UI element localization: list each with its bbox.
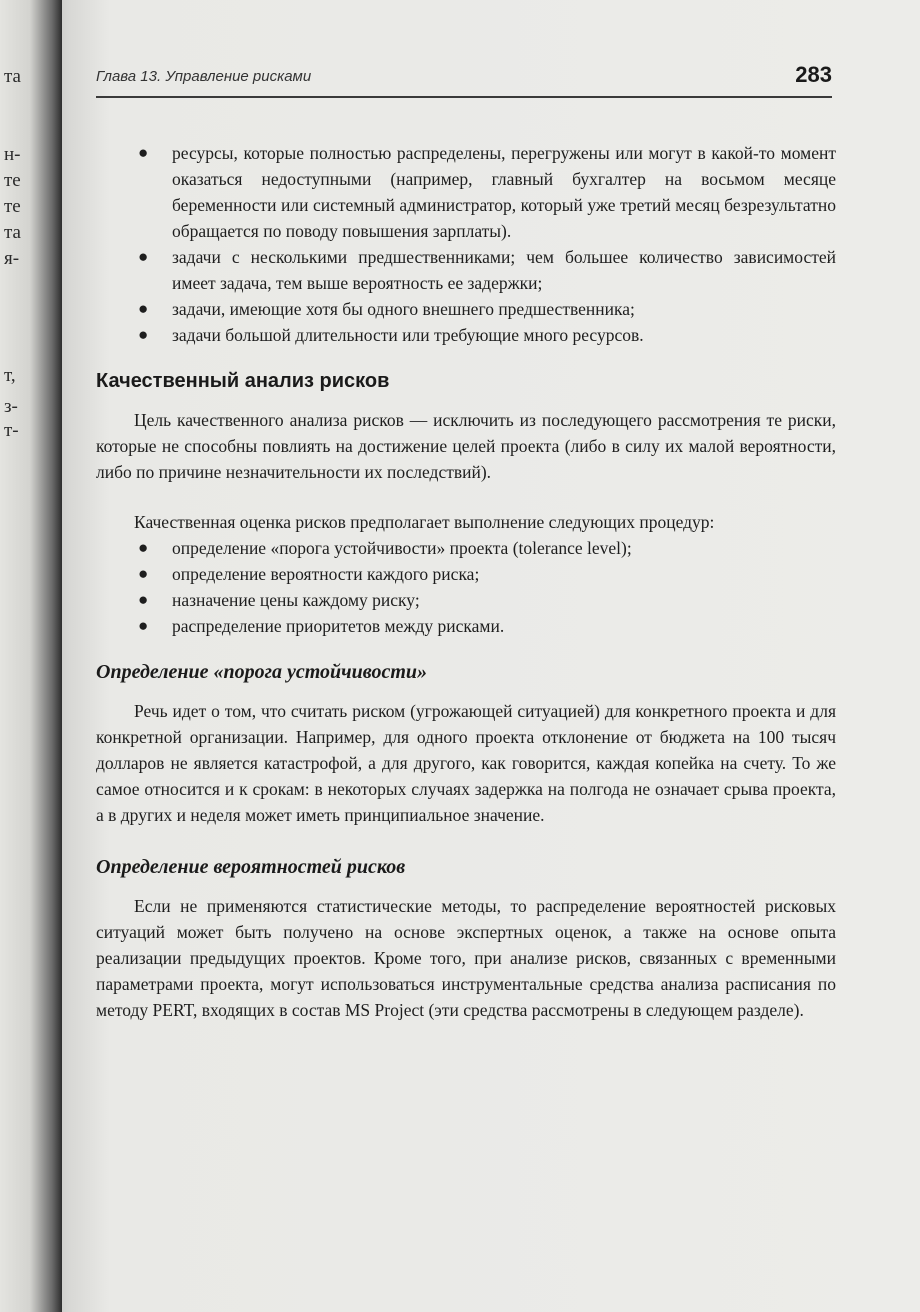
list-item-text: распределение приоритетов между рисками. [172,616,505,636]
list-item [96,140,836,244]
subsection-heading: Определение вероятностей рисков [96,856,406,878]
list-item-text: ресурсы, которые полностью распределены, перегружены или могут в какой-то момент оказаться недоступными (например, главный бухгалтер на восьмом месяце беременности или системный администратор, который уже третий месяц безрезультатно обращается по поводу повышения зарплаты). [172,143,836,241]
section-paragraph [96,509,836,535]
list-item [96,587,836,613]
bullet-list-top [96,140,836,348]
prev-page-fragment: т, [4,365,16,386]
prev-page-fragment: я- [4,248,20,269]
prev-page-fragment: те [4,170,21,191]
prev-page-fragment: та [4,222,21,243]
bullet-icon: ● [138,564,149,583]
paragraph-text: Если не применяются статистические методы, то распределение вероятностей рисковых ситуаций может быть получено на основе экспертных оценок, а также на основе опыта реализации предыдущих проектов. Кроме того, при анализе рисков, связанных с временными параметрами проекта, могут использоваться инструментальные средства анализа расписания по методу PERT, входящих в состав MS Project (эти средства рассмотрены в следующем разделе). [96,896,836,1020]
prev-page-fragment: та [4,66,21,87]
prev-page-fragment: те [4,196,21,217]
list-item-text: задачи, имеющие хотя бы одного внешнего предшественника; [172,299,635,319]
list-item [96,561,836,587]
prev-page-fragment: з- [4,396,18,417]
page-body [96,140,836,1023]
subsection-paragraph [96,698,836,828]
subsection-heading: Определение «порога устойчивости» [96,661,428,683]
bullet-icon: ● [138,538,149,557]
list-item-text: определение вероятности каждого риска; [172,564,480,584]
prev-page-fragment: т- [4,420,19,441]
paragraph-text: Качественная оценка рисков предполагает выполнение следующих процедур: [134,512,715,532]
bullet-icon: ● [138,616,149,635]
list-item-text: назначение цены каждому риску; [172,590,420,610]
section-paragraph [96,407,836,485]
bullet-icon: ● [138,325,149,344]
list-item [96,613,836,639]
list-item-text: задачи с несколькими предшественниками; чем большее количество зависимостей имеет задача, тем выше вероятность ее задержки; [172,247,836,293]
chapter-title: Глава 13. Управление рисками [96,68,312,85]
section-heading: Качественный анализ рисков [96,370,390,392]
running-header [96,62,832,98]
list-item [96,535,836,561]
bullet-icon: ● [138,590,149,609]
list-item-text: задачи большой длительности или требующие много ресурсов. [172,325,644,345]
page-number: 283 [795,62,832,87]
bullet-icon: ● [138,299,149,318]
list-item-text: определение «порога устойчивости» проекта (tolerance level); [172,538,632,558]
list-item [96,244,836,296]
subsection-paragraph [96,893,836,1023]
previous-page-edge [0,0,62,1312]
prev-page-fragment: н- [4,144,21,165]
bullet-list-procedures [96,535,836,639]
paragraph-text: Цель качественного анализа рисков — исключить из последующего рассмотрения те риски, которые не способны повлиять на достижение целей проекта (либо в силу их малой вероятности, либо по причине незначительности их последствий). [96,410,836,482]
paragraph-text: Речь идет о том, что считать риском (угрожающей ситуацией) для конкретного проекта и для конкретной организации. Например, для одного проекта отклонение от бюджета на 100 тысяч долларов не является катастрофой, а для другого, как говорится, каждая копейка на счету. То же самое относится и к срокам: в некоторых случаях задержка на полгода не означает срыва проекта, а в других и неделя может иметь принципиальное значение. [96,701,836,825]
list-item [96,296,836,322]
bullet-icon: ● [138,247,149,266]
bullet-icon: ● [138,143,149,162]
list-item [96,322,836,348]
